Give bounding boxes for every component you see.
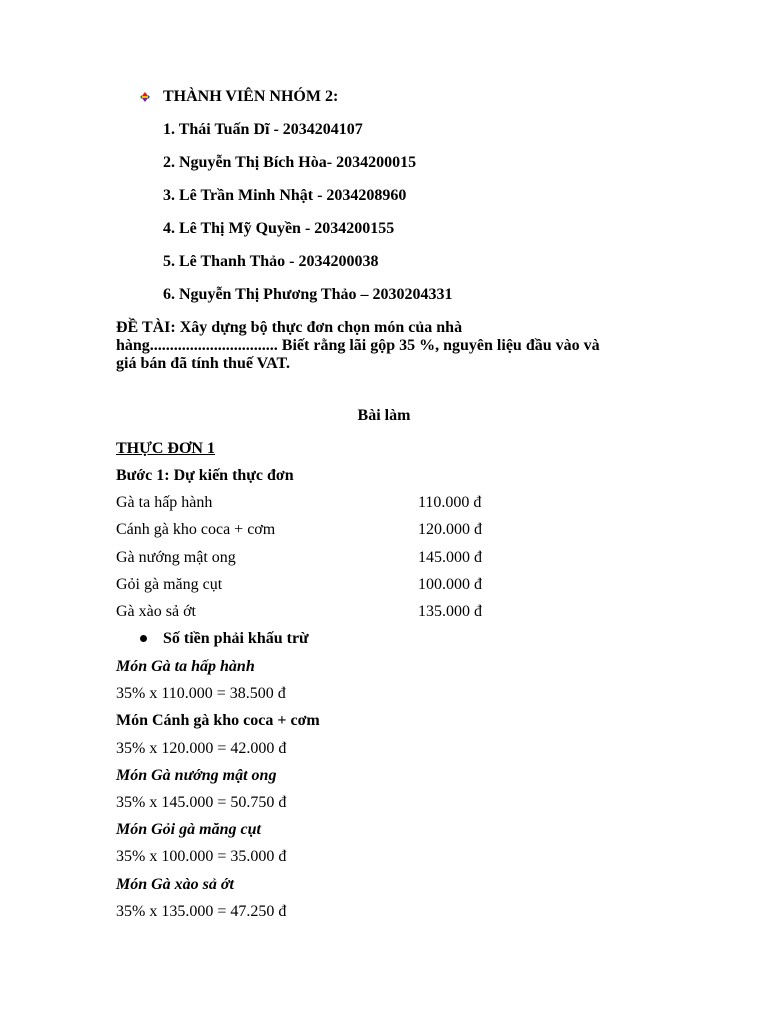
topic-label: ĐỀ TÀI:	[116, 319, 176, 336]
member-item: 1. Thái Tuấn Dĩ - 2034204107	[163, 121, 363, 138]
member-item: 4. Lê Thị Mỹ Quyền - 2034200155	[163, 220, 395, 237]
deduction-calc: 35% x 110.000 = 38.500 đ	[116, 685, 286, 702]
members-heading: THÀNH VIÊN NHÓM 2:	[163, 88, 339, 105]
topic-paragraph	[116, 319, 646, 373]
dish-name: Cánh gà kho coca + cơm	[116, 521, 276, 538]
member-item: 6. Nguyễn Thị Phương Thảo – 2030204331	[163, 286, 453, 303]
dish-price: 120.000 đ	[418, 521, 482, 538]
dish-price: 135.000 đ	[418, 603, 482, 620]
topic-line-2: hàng................................ Biết rằng lãi gộp 35 %, nguyên liệu đầu vào và	[116, 337, 600, 354]
deduction-label: Món Gà ta hấp hành	[116, 658, 255, 675]
dish-name: Gỏi gà măng cụt	[116, 576, 223, 593]
menu-title: THỰC ĐƠN 1	[116, 440, 215, 457]
deduction-label: Món Cánh gà kho coca + cơm	[116, 712, 320, 729]
work-title: Bài làm	[357, 407, 411, 424]
member-item: 2. Nguyễn Thị Bích Hòa- 2034200015	[163, 154, 417, 171]
deduction-calc: 35% x 145.000 = 50.750 đ	[116, 794, 287, 811]
dish-price: 145.000 đ	[418, 549, 482, 566]
dish-name: Gà ta hấp hành	[116, 494, 213, 511]
four-color-bullet-icon	[139, 91, 151, 103]
dot-bullet-icon	[140, 635, 147, 642]
deduction-label: Món Gỏi gà măng cụt	[116, 821, 261, 838]
deduction-calc: 35% x 100.000 = 35.000 đ	[116, 848, 287, 865]
deduction-heading: Số tiền phải khấu trừ	[163, 630, 309, 647]
topic-line-1: Xây dựng bộ thực đơn chọn món của nhà	[175, 319, 463, 336]
member-item: 3. Lê Trần Minh Nhật - 2034208960	[163, 187, 407, 204]
deduction-label: Món Gà nướng mật ong	[116, 767, 277, 784]
dish-price: 100.000 đ	[418, 576, 482, 593]
deduction-label: Món Gà xào sả ớt	[116, 876, 234, 893]
topic-line-3: giá bán đã tính thuế VAT.	[116, 355, 290, 372]
member-item: 5. Lê Thanh Thảo - 2034200038	[163, 253, 379, 270]
dish-name: Gà nướng mật ong	[116, 549, 236, 566]
dish-price: 110.000 đ	[418, 494, 482, 511]
step1-title: Bước 1: Dự kiến thực đơn	[116, 467, 294, 484]
deduction-calc: 35% x 135.000 = 47.250 đ	[116, 903, 287, 920]
deduction-calc: 35% x 120.000 = 42.000 đ	[116, 740, 287, 757]
dish-name: Gà xào sả ớt	[116, 603, 196, 620]
